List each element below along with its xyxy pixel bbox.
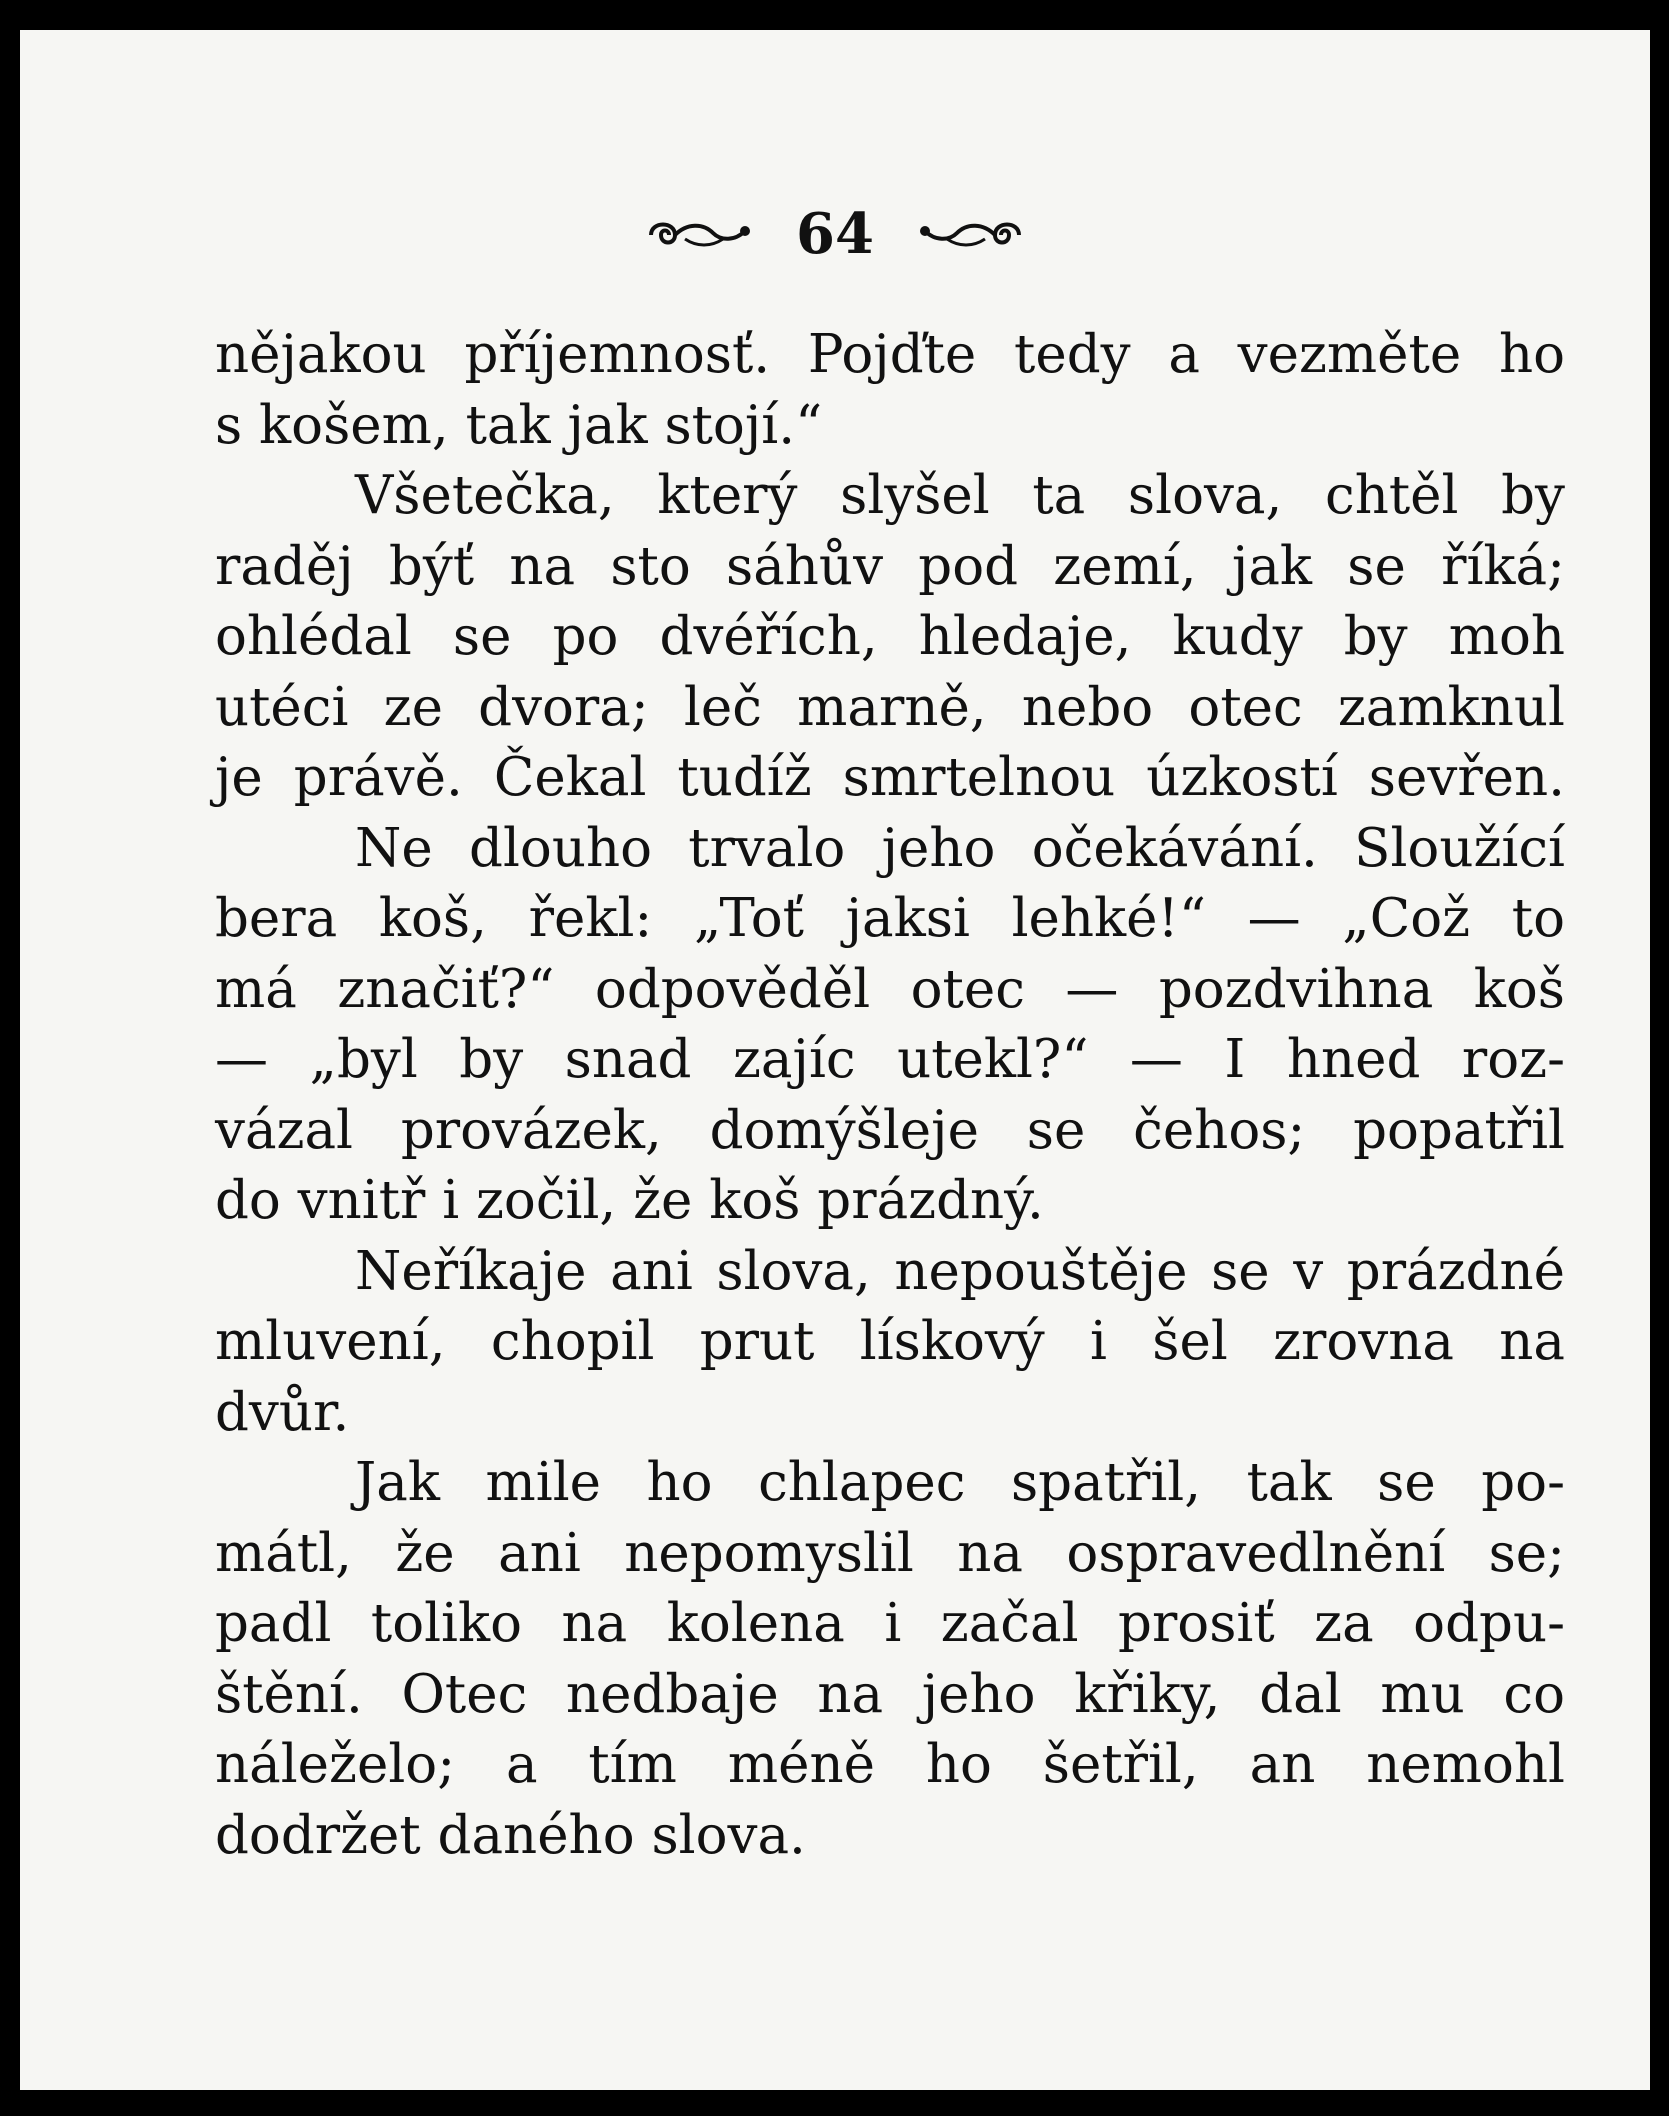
right-ornament-icon [915, 199, 1025, 269]
text-line: raděj býť na sto sáhův pod zemí, jak se říká; [215, 535, 1565, 597]
text-line: mátl, že ani nepomyslil na ospravedlnění se; [215, 1522, 1565, 1584]
page-header [20, 195, 1650, 269]
text-line: dvůr. [215, 1381, 350, 1443]
left-ornament-icon [645, 199, 755, 269]
text-line: bera koš, řekl: „Toť jaksi lehké!“ — „Což to [215, 888, 1565, 949]
text-line: utéci ze dvora; leč marně, nebo otec zamknul [215, 676, 1565, 738]
text-line: ohlédal se po dvéřích, hledaje, kudy by moh [215, 606, 1565, 667]
page-number: 64 [796, 201, 874, 268]
text-line: štění. Otec nedbaje na jeho křiky, dal mu co [215, 1663, 1565, 1725]
text-line: Ne dlouho trvalo jeho očekávání. Sloužící [355, 817, 1565, 879]
text-line: Jak mile ho chlapec spatřil, tak se po- [355, 1452, 1565, 1513]
text-line: nějakou příjemnosť. Pojďte tedy a vezměte ho [215, 324, 1565, 385]
text-line: je právě. Čekal tudíž smrtelnou úzkostí sevřen. [215, 747, 1565, 808]
text-line: vázal provázek, domýšleje se čehos; popatřil [215, 1099, 1565, 1161]
text-line: — „byl by snad zajíc utekl?“ — I hned roz- [215, 1029, 1565, 1090]
text-line: dodržet daného slova. [215, 1804, 806, 1866]
text-line: s košem, tak jak stojí.“ [215, 394, 823, 456]
page-body-text [215, 320, 1565, 1871]
text-line: padl toliko na kolena i začal prosiť za odpu- [215, 1593, 1565, 1654]
text-line: má značiť?“ odpověděl otec — pozdvihna koš [215, 958, 1565, 1020]
text-line: Neříkaje ani slova, nepouštěje se v prázdné [355, 1240, 1565, 1302]
book-page [20, 30, 1650, 2090]
text-line: Všetečka, který slyšel ta slova, chtěl by [355, 465, 1565, 526]
text-line: mluvení, chopil prut lískový i šel zrovna na [215, 1311, 1565, 1372]
text-line: do vnitř i zočil, že koš prázdný. [215, 1170, 1044, 1231]
text-line: náleželo; a tím méně ho šetřil, an nemohl [215, 1734, 1565, 1795]
